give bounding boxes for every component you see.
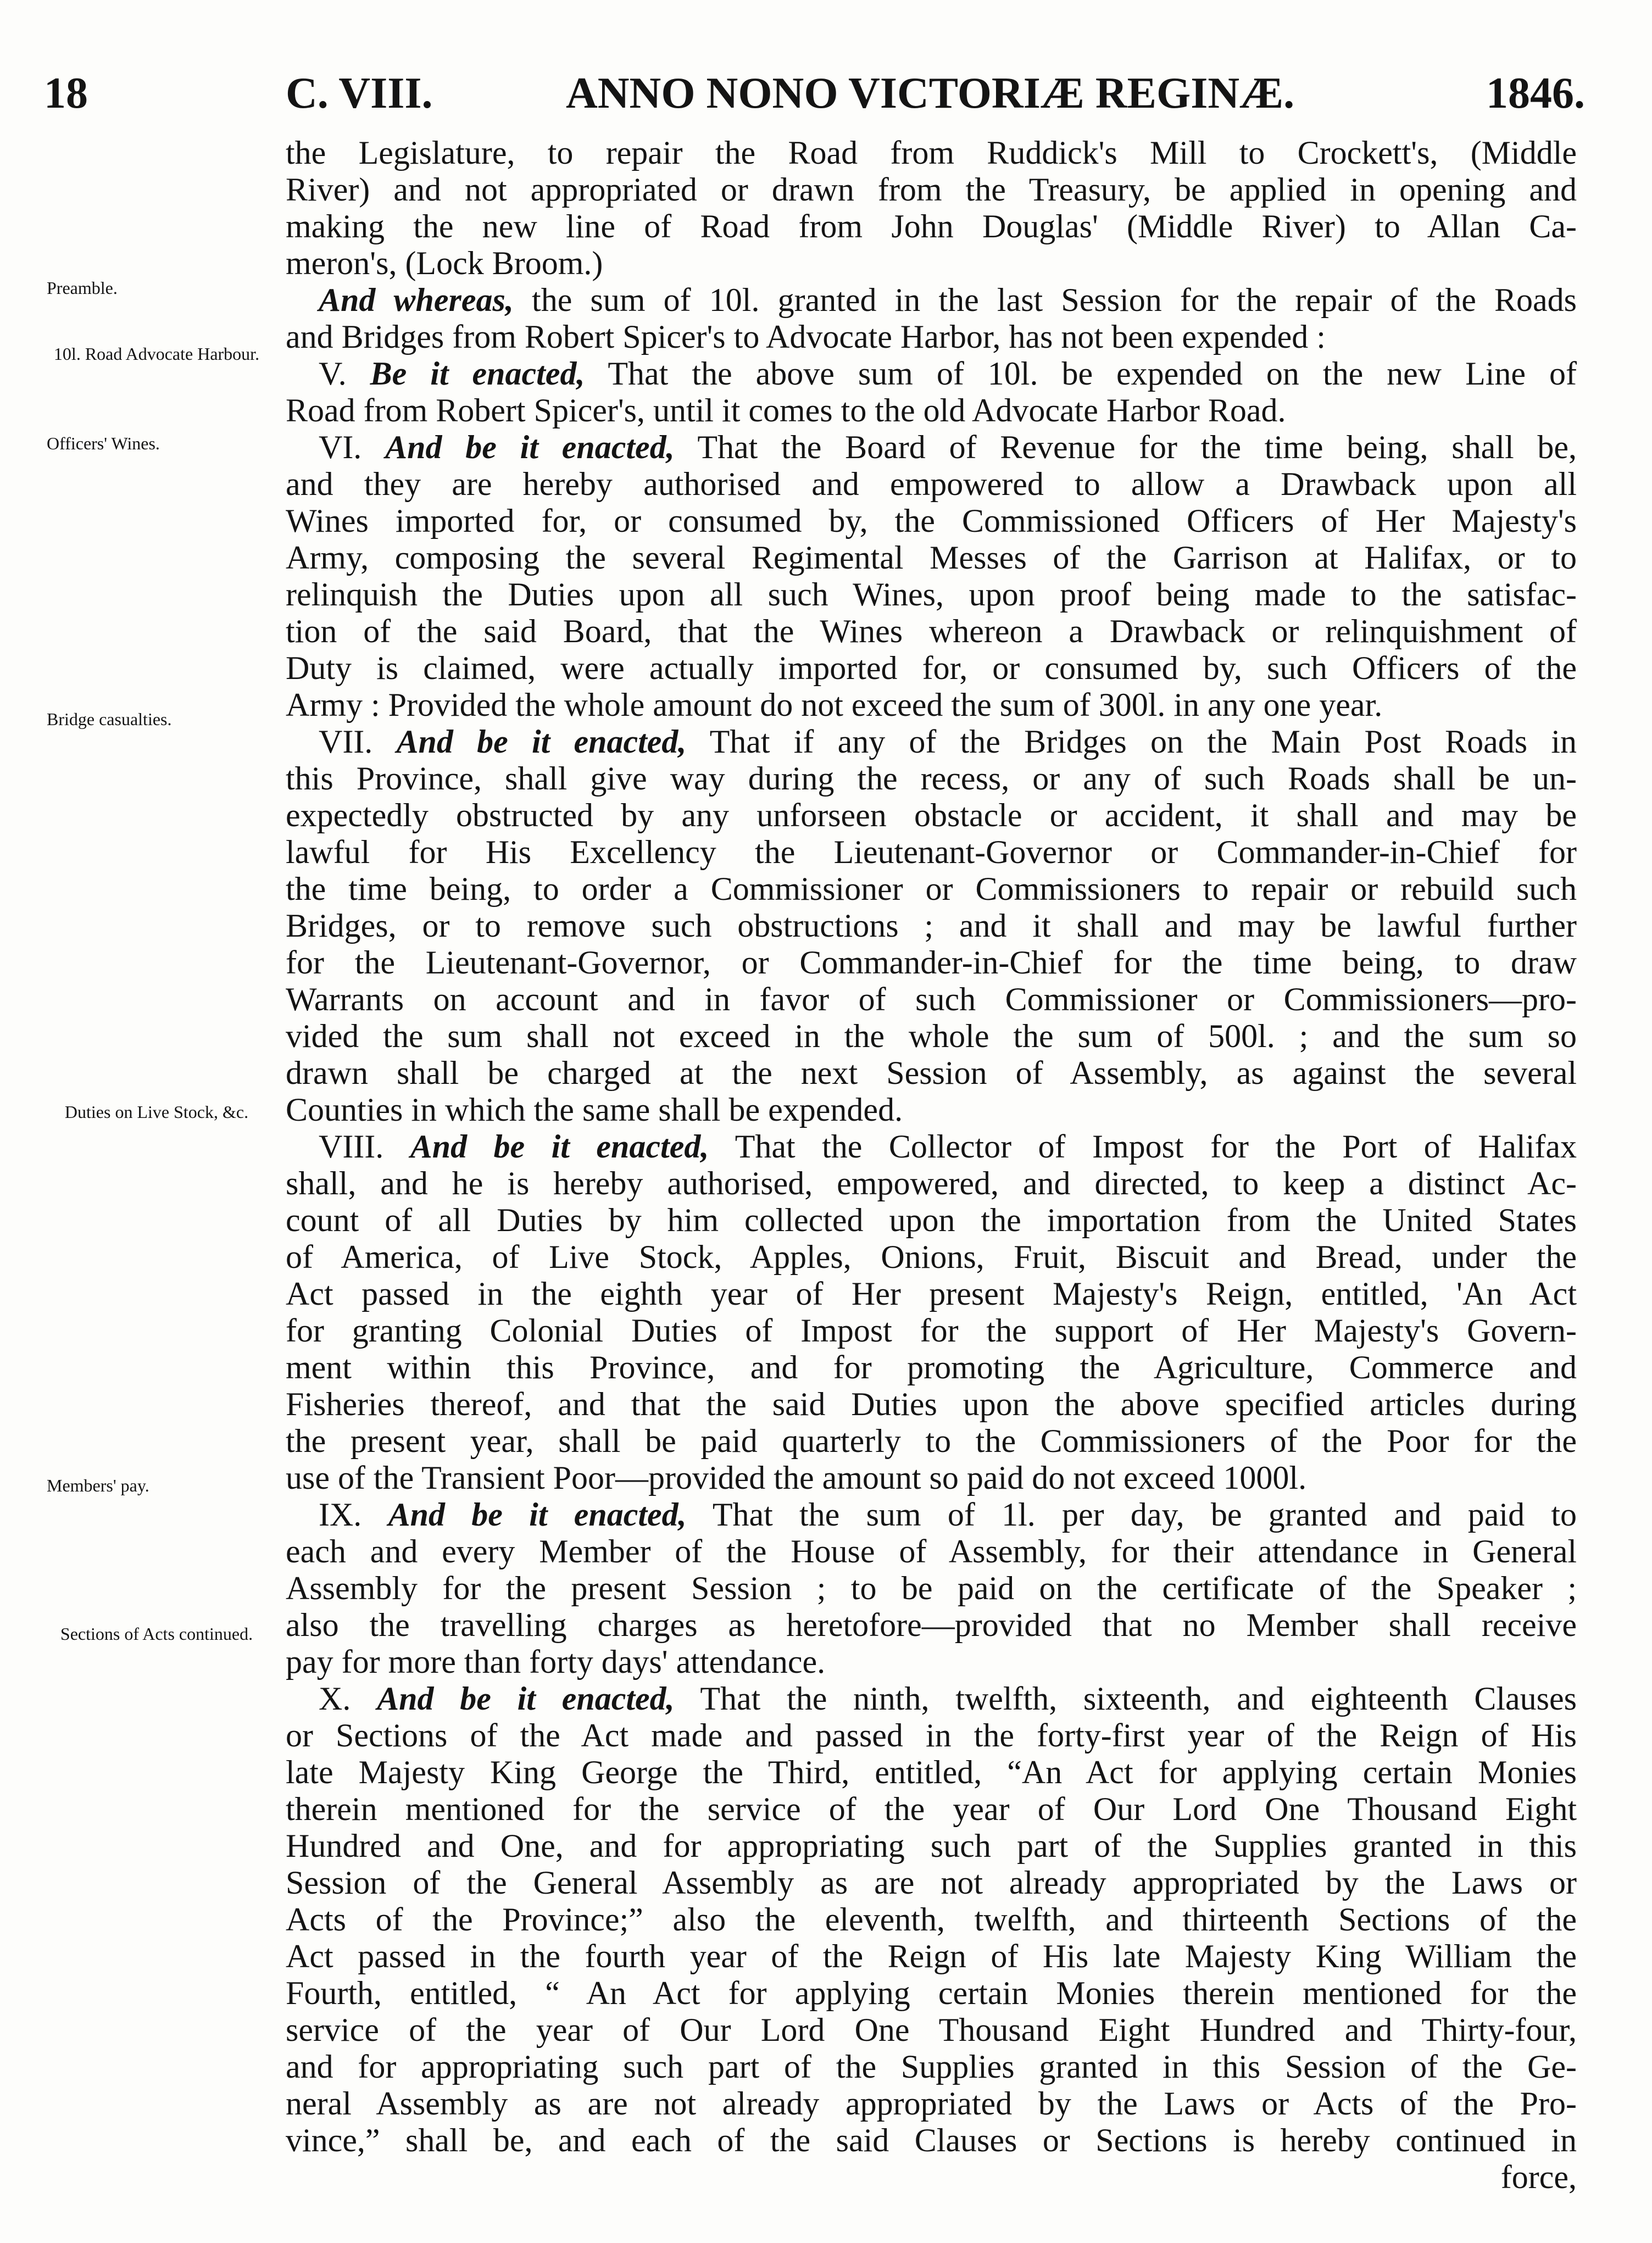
text-line: pay for more than forty days' attendance. <box>286 1644 826 1680</box>
text-line: count of all Duties by him collected upon the importation from the United States <box>286 1202 1577 1238</box>
text-line: service of the year of Our Lord One Thousand Eight Hundred and Thirty-four, <box>286 2012 1577 2048</box>
text-line: shall, and he is hereby authorised, empowered, and directed, to keep a distinct Ac- <box>286 1165 1577 1201</box>
enacting-phrase: And be it enacted, <box>377 1680 675 1717</box>
catchword: force, <box>1500 2159 1577 2195</box>
text-line: Session of the General Assembly as are not already appropriated by the Laws or <box>286 1864 1577 1901</box>
text-line: the time being, to order a Commissioner or Commissioners to repair or rebuild such <box>286 871 1577 907</box>
text-line: therein mentioned for the service of the year of Our Lord One Thousand Eight <box>286 1791 1577 1827</box>
text-line: for granting Colonial Duties of Impost for the support of Her Majesty's Govern- <box>286 1312 1577 1349</box>
text-line: meron's, (Lock Broom.) <box>286 245 603 281</box>
text-line: Fisheries thereof, and that the said Duties upon the above specified articles during <box>286 1386 1577 1422</box>
text-line: and Bridges from Robert Spicer's to Advocate Harbor, has not been expended : <box>286 319 1326 355</box>
text-line: use of the Transient Poor—provided the amount so paid do not exceed 1000l. <box>286 1460 1307 1496</box>
margin-note: Members' pay. <box>47 1476 149 1495</box>
text-line: vided the sum shall not exceed in the whole the sum of 500l. ; and the sum so <box>286 1018 1577 1054</box>
text-line: Road from Robert Spicer's, until it comes to the old Advocate Harbor Road. <box>286 392 1286 428</box>
text-line: for the Lieutenant-Governor, or Commander-in-Chief for the time being, to draw <box>286 944 1577 981</box>
margin-note: Officers' Wines. <box>47 433 160 453</box>
section-number: VI. <box>319 429 362 465</box>
text-line: Warrants on account and in favor of such Commissioner or Commissioners—pro- <box>286 981 1577 1017</box>
section-heading-line: VI. And be it enacted, That the Board of Revenue for the time being, shall be, <box>319 429 1577 465</box>
text-line: Act passed in the eighth year of Her present Majesty's Reign, entitled, 'An Act <box>286 1276 1577 1312</box>
year: 1846. <box>1486 69 1585 118</box>
enacting-phrase: And be it enacted, <box>388 1496 687 1533</box>
enacting-phrase: And be it enacted, <box>396 723 687 760</box>
margin-note: Preamble. <box>47 278 118 298</box>
text-line: Fourth, entitled, “ An Act for applying certain Monies therein mentioned for the <box>286 1975 1577 2011</box>
text-line: making the new line of Road from John Douglas' (Middle River) to Allan Ca- <box>286 208 1577 244</box>
text-line: vince,” shall be, and each of the said Clauses or Sections is hereby continued in <box>286 2122 1577 2158</box>
section-heading-line: VII. And be it enacted, That if any of the Bridges on the Main Post Roads in <box>319 723 1577 760</box>
whereas-phrase: And whereas, <box>319 282 514 318</box>
text-line: drawn shall be charged at the next Session of Assembly, as against the several <box>286 1055 1577 1091</box>
text-line: relinquish the Duties upon all such Wines, upon proof being made to the satisfac- <box>286 576 1577 613</box>
section-number: VIII. <box>319 1128 384 1165</box>
text-line: Wines imported for, or consumed by, the Commissioned Officers of Her Majesty's <box>286 503 1577 539</box>
text-line: Acts of the Province;” also the eleventh, twelfth, and thirteenth Sections of the <box>286 1901 1577 1938</box>
page-number: 18 <box>44 69 88 118</box>
section-number: X. <box>319 1680 351 1717</box>
text-line: Duty is claimed, were actually imported for, or consumed by, such Officers of the <box>286 650 1577 686</box>
text-line: ment within this Province, and for promoting the Agriculture, Commerce and <box>286 1349 1577 1385</box>
text-line: Army, composing the several Regimental Messes of the Garrison at Halifax, or to <box>286 539 1577 576</box>
margin-note: Duties on Live Stock, &c. <box>64 1102 249 1122</box>
text-line: lawful for His Excellency the Lieutenant-Governor or Commander-in-Chief for <box>286 834 1577 870</box>
text-line: this Province, shall give way during the recess, or any of such Roads shall be un- <box>286 760 1577 797</box>
text-line: and they are hereby authorised and empowered to allow a Drawback upon all <box>286 466 1577 502</box>
text-line: River) and not appropriated or drawn from the Treasury, be applied in opening and <box>286 171 1577 208</box>
enacting-phrase: And be it enacted, <box>385 429 675 465</box>
text-line: the present year, shall be paid quarterly to the Commissioners of the Poor for the <box>286 1423 1577 1459</box>
margin-note: Bridge casualties. <box>47 709 172 729</box>
section-heading-line: V. Be it enacted, That the above sum of 10l. be expended on the new Line of <box>319 355 1577 392</box>
section-heading-line: IX. And be it enacted, That the sum of 1l. per day, be granted and paid to <box>319 1496 1577 1533</box>
margin-note: 10l. Road Advocate Harbour. <box>53 344 260 364</box>
text-line: the Legislature, to repair the Road from Ruddick's Mill to Crockett's, (Middle <box>286 135 1577 171</box>
text-line: also the travelling charges as heretofore—provided that no Member shall receive <box>286 1607 1577 1643</box>
text-line: of America, of Live Stock, Apples, Onions, Fruit, Biscuit and Bread, under the <box>286 1239 1577 1275</box>
text-line: tion of the said Board, that the Wines whereon a Drawback or relinquishment of <box>286 613 1577 649</box>
section-number: V. <box>319 355 347 392</box>
text-line: and for appropriating such part of the Supplies granted in this Session of the Ge- <box>286 2049 1577 2085</box>
paragraph-first-line: And whereas, the sum of 10l. granted in the last Session for the repair of the Roads <box>319 282 1577 318</box>
statute-text <box>286 135 1577 2196</box>
enacting-phrase: Be it enacted, <box>370 355 585 392</box>
text-line: Army : Provided the whole amount do not exceed the sum of 300l. in any one year. <box>286 687 1383 723</box>
text-line: or Sections of the Act made and passed in the forty-first year of the Reign of His <box>286 1717 1577 1754</box>
text-line: Act passed in the fourth year of the Reign of His late Majesty King William the <box>286 1938 1577 1974</box>
chapter-number: C. VIII. <box>286 69 433 118</box>
enacting-phrase: And be it enacted, <box>410 1128 709 1165</box>
text-line: expectedly obstructed by any unforseen obstacle or accident, it shall and may be <box>286 797 1577 833</box>
text-line: Assembly for the present Session ; to be paid on the certificate of the Speaker ; <box>286 1570 1577 1606</box>
running-title: ANNO NONO VICTORIÆ REGINÆ. <box>566 69 1295 118</box>
margin-note: Sections of Acts continued. <box>60 1624 253 1644</box>
text-line: Hundred and One, and for appropriating such part of the Supplies granted in this <box>286 1828 1577 1864</box>
text-line: Bridges, or to remove such obstructions ; and it shall and may be lawful further <box>286 908 1577 944</box>
section-heading-line: X. And be it enacted, That the ninth, twelfth, sixteenth, and eighteenth Clauses <box>319 1680 1577 1717</box>
running-header <box>0 63 1652 124</box>
section-number: VII. <box>319 723 373 760</box>
section-heading-line: VIII. And be it enacted, That the Collector of Impost for the Port of Halifax <box>319 1128 1577 1165</box>
text-line: each and every Member of the House of Assembly, for their attendance in General <box>286 1533 1577 1569</box>
text-line: late Majesty King George the Third, entitled, “An Act for applying certain Monies <box>286 1754 1577 1790</box>
text-line: neral Assembly as are not already appropriated by the Laws or Acts of the Pro- <box>286 2085 1577 2122</box>
text-line: Counties in which the same shall be expended. <box>286 1092 903 1128</box>
section-number: IX. <box>319 1496 362 1533</box>
